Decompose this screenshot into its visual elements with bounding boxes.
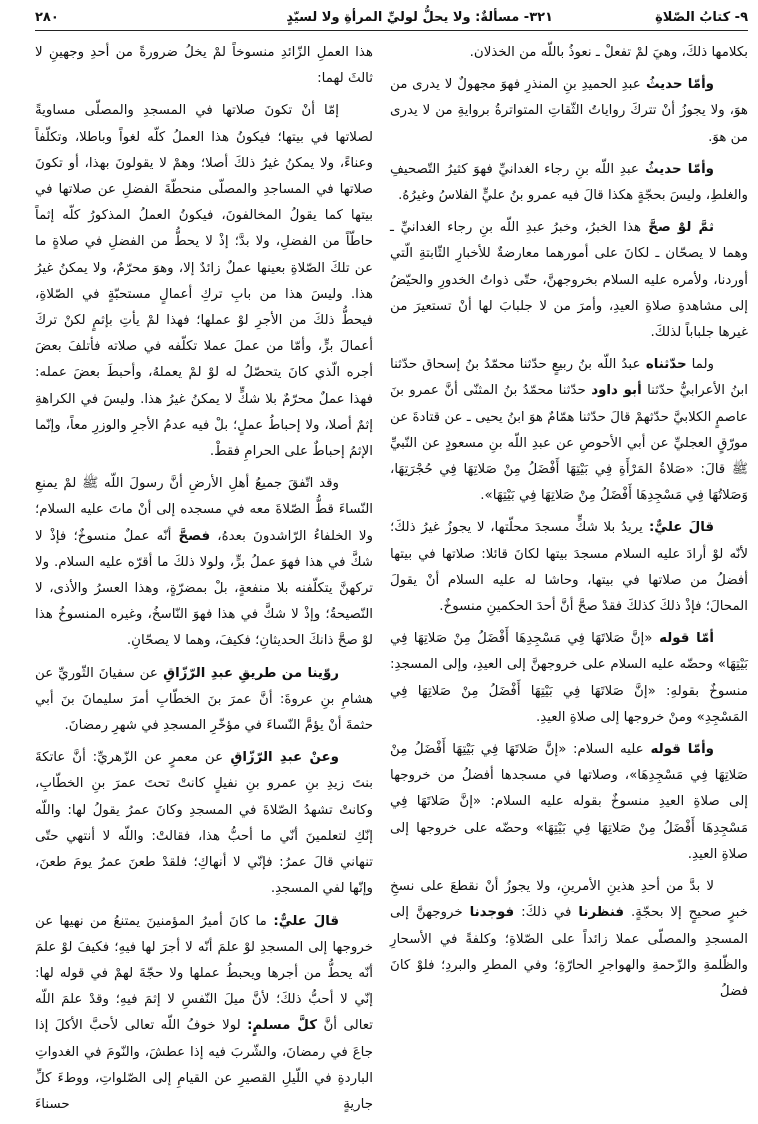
body-text: عليه السلام: «إنَّ صَلاتَهَا فِي بَيْتِهَا أَفْضَلُ مِنْ صَلاتِهَا فِي مَسْجِدِهَا»، وصلاتها في مسجدها أفضلُ من خروجها إلى صلاةِ العيدِ منسوخٌ بقوله عليه السلام: «إنَّ صَلاتَهَا فِي مَسْجِدِهَا أَفْضَلُ مِنْ صَلاتِهَا فِي بَيْتِهَا» وحضّه على خروجها إلى صلاةِ العيدِ.: [390, 742, 748, 862]
body-text: ما كانَ أميرُ المؤمنينَ يمتنعُ من نهيها عن خروجها إلى المسجدِ لوْ علمَ أنّه لا أجرَ لها فيهِ؛ فكيفَ لوْ علمَ أنّه يحطُّ من أجرها ويحبطُ عملها ولا حجّةَ لهمْ في قوله لها: إنّي لا أحبُّ ذلكَ؛ لأنَّ ميلَ النّفسِ لا إثمَ فيهِ؛ وقدْ علمَ اللّه تعالى أنَّ: [35, 913, 373, 1034]
bold-lead-text: أمّا قوله: [652, 631, 714, 647]
running-header: [35, 8, 748, 31]
paragraph: [390, 40, 748, 66]
right-column: [390, 40, 748, 1011]
page-number: ٢٨٠: [35, 10, 59, 25]
body-text: عبدِ اللّه بنِ رجاء الغدانيِّ فهوَ كثيرُ التّصحيفِ والغلطِ، وليسَ بحجّةٍ هكذا قالَ فيه عمرو بنُ عليٍّ الفلاسُ وغيرُهُ.: [390, 161, 748, 204]
paragraph: [390, 157, 748, 209]
paragraph: [35, 98, 373, 465]
body-text: خروجهنَّ إلى المسجدِ والمصلّى عملا زائداً على الصّلاةِ؛ وكلفةً في الأسحارِ والظّلمةِ والزّحمةِ والهواجرِ الحارّةِ؛ وفي المطرِ والبردِ؛ فلوْ كانَ فضلُ: [390, 905, 748, 999]
body-text: يريدُ بلا شكٍّ مسجدَ محلّتها، لا يجوزُ غيرُ ذلكَ؛ لأنّه لوْ أرادَ عليه السلام مسجدَ بيتها لكانَ قائلا: صلاتها في بيتها أفضلُ من صلاتها في بيتها، وحاشا له عليه السلام أنْ يقولَ المحالَ؛ فإذْ ذلكَ كذلكَ فقدْ صحَّ أنَّ أحدَ الحكمينِ منسوخٌ.: [390, 520, 748, 615]
body-text: عبدُ اللّه بنُ ربيعٍ حدّثنا محمّدُ بنُ إسحاق حدّثنا ابنُ الأعرابيُّ حدّثنا: [390, 357, 748, 399]
bold-lead-text: ثمَّ لوْ صحَّ: [641, 220, 714, 236]
paragraph: [390, 72, 748, 151]
paragraph: [390, 215, 748, 346]
paragraph: [35, 661, 373, 740]
paragraph: [390, 515, 748, 620]
body-text: بكلامها ذلكَ، وهيَ لمْ تفعلْ ـ نعوذُ باللّه من الخذلان.: [469, 45, 748, 60]
paragraph: [390, 737, 748, 868]
body-text: «إنَّ صَلاتَهَا فِي مَسْجِدِهَا أَفْضَلُ مِنْ صَلاتِهَا فِي بَيْتِهَا» وحضّه عليه السلام على خروجهنَّ إلى العيدِ، وإلى المسجدِ: منسوخٌ بقولهِ: «إنَّ صَلاتَهَا فِي بَيْتِهَا أَفْضَلُ مِنْ صَلاتِهَا فِي المَسْجِدِ» ومنْ خروجها إلى صلاةِ العيدِ.: [390, 631, 748, 725]
bold-lead-text: روّينا من طريقِ عبدِ الرّزّاقِ: [157, 665, 339, 681]
bold-lead-text: وأمّا حديثُ: [638, 161, 714, 177]
body-text: ولما: [686, 357, 714, 373]
bold-lead-text: فنظرنا: [578, 905, 625, 921]
paragraph: [390, 626, 748, 731]
paragraph: [390, 874, 748, 1005]
body-text: حدّثنا محمّدُ بنُ المثنّى أنَّ عمرو بنَ عاصمٍ الكلابيَّ حدّثهمْ قالَ حدّثنا همّامٌ هوَ ابنُ يحيى ـ عن قتادةَ عن مورّقٍ العجليِّ عن أبي الأحوصِ عن عبدِ اللّه بنِ مسعودٍ عن النّبيِّ ﷺ قالَ: «صَلاةُ المَرْأَةِ فِي بَيْتِهَا أَفْضَلُ مِنْ صَلاتِهَا فِي حُجْرَتِهَا، وَصَلاتُهَا فِي مَسْجِدِهَا أَفْضَلُ مِنْ صَلاتِهَا فِي بَيْتِهَا».: [390, 383, 748, 504]
bold-lead-text: قالَ عليٌّ:: [642, 520, 714, 536]
bold-lead-text: فصحَّ: [178, 528, 211, 544]
body-text: أنّه عملٌ منسوخٌ؛ فإذْ لا شكَّ في هذا فهوَ عملُ برٍّ، ولولا ذلكَ ما أقرّه عليه السلام. ولا تركهنَّ يتكلّفنه بلا منفعةٍ، بلْ بمضرّةٍ، وهذا العسرُ والأذى، لا النّصيحةُ؛ وإذْ لا شكَّ في هذا فهوَ النّاسخُ، وغيره المنسوخُ هذا لوْ صحَّ ذانكَ الحديثانِ؛ فكيفَ، وهما لا يصحّانِ.: [35, 528, 373, 649]
body-text: عبدِ الحميدِ بنِ المنذرِ فهوَ مجهولٌ لا يدرى من هوَ، ولا يجوزُ أنْ تتركَ رواياتُ الثّقاتِ المتواترةُ بروايةِ من لا يدرى من هوَ.: [390, 77, 748, 145]
paragraph: [35, 471, 373, 654]
bold-lead-text: قالَ عليٌّ:: [266, 913, 339, 929]
bold-lead-text: وأمّا حديثُ: [640, 77, 714, 93]
bold-lead-text: وعنْ عبدِ الرّزّاقِ: [223, 750, 340, 766]
body-text: هذا العملِ الزّائدِ منسوخاً لمْ يخلُ ضرورةً من أحدِ وجهينِ لا ثالثَ لهما:: [35, 45, 373, 87]
bold-lead-text: كلَّ مسلمٍ:: [247, 1018, 318, 1034]
bold-lead-text: حدّثناه: [640, 357, 687, 373]
body-text: إمّا أنْ تكونَ صلاتها في المسجدِ والمصلّى مساويةً لصلاتها في بيتها؛ فيكونُ هذا العملُ كلّه لغواً وباطلا، وتكلّفاً وعناءً، ولا يمكنُ غيرُ ذلكَ أصلا؛ وهمْ لا يقولونَ بهذا، أو تكونَ صلاتها في المساجدِ والمصلّى منحطّةَ الفضلِ عن صلاتها في بيتها كما يقولُ المخالفونَ، فيكونُ العملُ المذكورُ كلّه إثماً حاطّاً من الفضلِ، ولا بدَّ؛ إذْ لا يحطُّ من الفضلِ في صلاةٍ ما عن تلكَ الصّلاةِ بعينها عملٌ زائدٌ إلا، وهوَ محرّمٌ، ولا يمكنُ غيرُ هذا. وليسَ هذا من بابِ تركِ أعمالٍ مستحبّةٍ في الصّلاةِ، فيحطُّ ذلكَ من الأجرِ لوْ عملها؛ فهذا لمْ يأتِ بإثمٍ لكنْ تركَ أعمالَ برٍّ، وأمّا من عملَ عملا تكلّفه في صلاته فأتلفَ بعضَ أجره الّذي كانَ يتحصّلُ له لوْ لمْ يعملهُ، وأحبطَ بعضَ عمله: فهذا عملٌ محرّمٌ بلا شكٍّ لا يمكنُ غيرُ هذا. وليسَ في الكراهةِ إثمٌ أصلا، ولا إحباطُ عملٍ؛ بلْ فيه عدمُ الأجرِ والوزرِ معاً، وإنّما الإثمُ إحباطٌ على الحرامِ فقطْ.: [35, 103, 373, 460]
left-column: [35, 40, 373, 1124]
bold-lead-text: فوجدنا: [469, 905, 515, 921]
bold-lead-text: أبو داود: [591, 383, 642, 399]
body-text: عن سفيانَ الثّوريِّ عن هشامِ بنِ عروةَ: أنَّ عمرَ بنَ الخطّابِ أمرَ سليمانَ بنَ أبي حثمةَ أنْ يؤمَّ النّساءَ في مؤخّرِ المسجدِ في شهرِ رمضانَ.: [35, 665, 373, 734]
body-text: عن معمرٍ عن الزّهريِّ: أنَّ عاتكةَ بنتَ زيدِ بنِ عمرو بنِ نفيلٍ كانتْ تحتَ عمرَ بنِ الخطّابِ، وكانتْ تشهدُ الصّلاةَ في المسجدِ وكانَ عمرُ يقولُ لها: واللّه إنّكِ لتعلمينَ أنّي ما أحبُّ هذا، فقالتْ: واللّه لا أنتهي حتّى تنهاني قالَ عمرُ: فإنّي لا أنهاكِ؛ فلقدْ طعنَ عمرُ يومَ طعنَ، وإنّها لفي المسجدِ.: [35, 750, 373, 897]
body-text: في ذلكَ:: [514, 905, 579, 921]
body-text: هذا الخبرُ، وخبرُ عبدِ اللّه بنِ رجاء الغدانيِّ ـ وهما لا يصحّان ـ لكانَ على أمورهما معارضةٌ للأخبارِ الثّابتةِ الّتي أوردنا، ولأمره عليه السلام بخروجهنَّ، حتّى ذواتُ الخدورِ والحيّضُ إلى مشاهدةِ صلاةِ العيدِ، وأمرَ من لا جلبابَ لها أنْ تستعيرَ من غيرها جلباباً لذلكَ.: [390, 220, 748, 341]
body-text: لا بدَّ من أحدِ هذينِ الأمرينِ، ولا يجوزُ أنْ نقطعَ على نسخِ خبرٍ صحيحٍ إلا بحجّةٍ.: [390, 879, 748, 921]
issue-title: ٣٢١- مسألةٌ: ولا يحلُّ لوليِّ المرأةِ ولا لسيّدٍ: [286, 10, 553, 25]
paragraph: [35, 909, 373, 1119]
paragraph: [390, 352, 748, 509]
chapter-title: ٩- كتابُ الصّلاةِ: [655, 10, 748, 25]
paragraph: [35, 745, 373, 902]
paragraph: [35, 40, 373, 92]
body-text: لولا خوفُ اللّه تعالى لأحبَّ الأكلَ إذا جاعَ في رمضانَ، والشّربَ فيه إذا عطشَ، والنّومَ في الغدواتِ الباردةِ في اللّيلِ القصيرِ عن القيامِ إلى الصّلواتِ، ووطءَ كلِّ جاريةٍ حسناءَ: [35, 1018, 373, 1112]
body-text: وقد اتّفقَ جميعُ أهلِ الأرضِ أنَّ رسولَ اللّه ﷺ لمْ يمنعِ النّساءَ قطُّ الصّلاةَ معه في مسجده إلى أنْ ماتَ عليه السلام؛ ولا الخلفاءُ الرّاشدونَ بعدهُ،: [35, 476, 373, 544]
bold-lead-text: وأمّا قوله: [643, 742, 714, 758]
